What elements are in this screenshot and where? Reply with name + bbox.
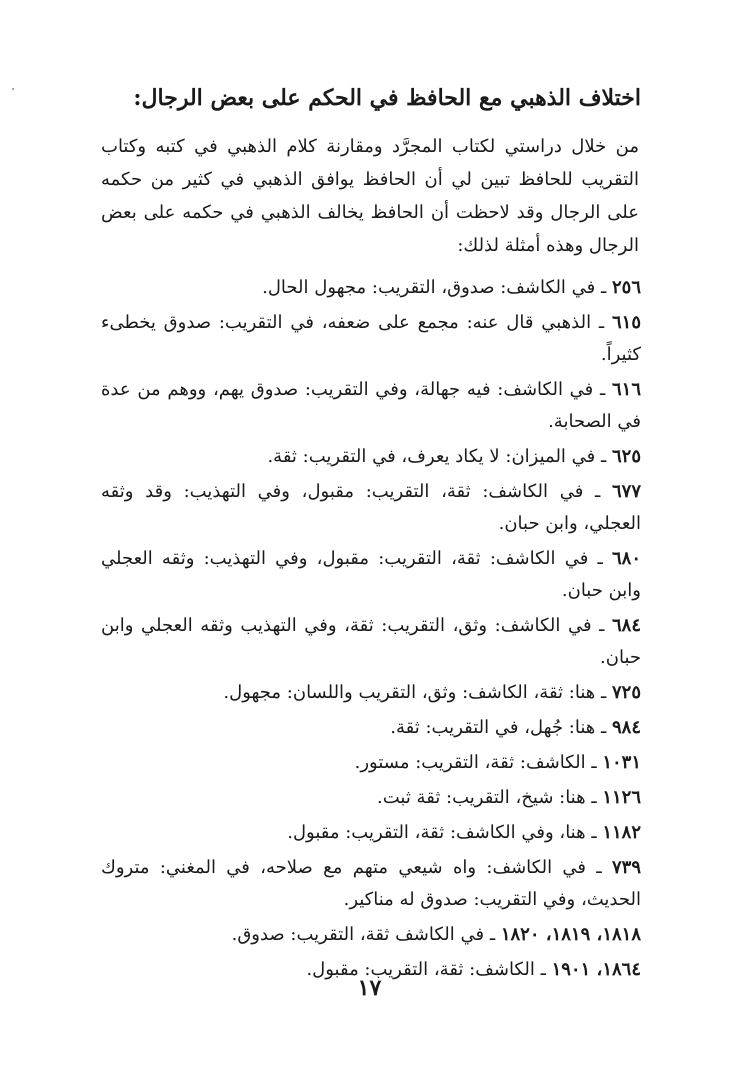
- entry-number: ٧٢٥: [611, 682, 641, 703]
- entry-text: في الكاشف: ثقة، التقريب: مقبول، وفي التهذيب: وثقه العجلي وابن حبان.: [101, 548, 641, 601]
- entry-number: ٦٨٠: [612, 548, 642, 569]
- entry-text: في الكاشف: فيه جهالة، وفي التقريب: صدوق يهم، ووهم من عدة في الصحابة.: [101, 379, 641, 432]
- entry-dash: ـ: [595, 717, 612, 738]
- entry-text: الكاشف: ثقة، التقريب: مستور.: [354, 752, 586, 773]
- entry-dash: ـ: [585, 752, 603, 773]
- entry-dash: ـ: [595, 277, 612, 298]
- entry-dash: ـ: [595, 446, 612, 467]
- entry-number: ١٨٦٤، ١٩٠١: [551, 959, 641, 980]
- entry-dash: ـ: [586, 857, 612, 878]
- list-item: [101, 919, 641, 951]
- list-item: [101, 782, 641, 814]
- entry-number: ٦٧٧: [611, 481, 641, 502]
- list-item: [101, 543, 641, 607]
- entry-number: ١١٢٦: [602, 787, 641, 808]
- entry-number: ١٨١٨، ١٨١٩، ١٨٢٠: [500, 924, 641, 945]
- list-item: [101, 852, 641, 916]
- entry-dash: ـ: [591, 312, 612, 333]
- list-item: [101, 476, 641, 540]
- entry-dash: ـ: [588, 548, 612, 569]
- intro-paragraph: من خلال دراستي لكتاب المجرَّد ومقارنة كلام الذهبي في كتبه وكتاب التقريب للحافظ تبين لي أن الحافظ يوافق الذهبي في كثير من حكمه على الرجال وقد لاحظت أن الحافظ يخالف الذهبي في حكمه على بعض الرجال وهذه أمثلة لذلك:: [101, 136, 639, 256]
- list-item: [101, 307, 641, 371]
- entry-dash: ـ: [585, 822, 603, 843]
- scan-speck: [12, 88, 14, 90]
- entry-number: ٩٨٤: [611, 717, 641, 738]
- list-item: [101, 441, 641, 473]
- entry-text: هنا: جُهل، في التقريب: ثقة.: [390, 717, 596, 738]
- entry-text: في الكاشف: واه شيعي متهم مع صلاحه، في المغني: متروك الحديث، وفي التقريب: صدوق له مناكير.: [101, 857, 641, 910]
- entry-number: ١٠٣١: [602, 752, 641, 773]
- entry-text: الكاشف: ثقة، التقريب: مقبول.: [306, 959, 535, 980]
- entry-number: ٢٥٦: [611, 277, 641, 298]
- entry-number: ٦١٥: [611, 312, 641, 333]
- section-heading: اختلاف الذهبي مع الحافظ في الحكم على بعض الرجال:: [133, 85, 641, 111]
- entry-text: الذهبي قال عنه: مجمع على ضعفه، في التقريب: صدوق يخطىء كثيراً.: [101, 312, 641, 365]
- entry-number: ١١٨٢: [602, 822, 641, 843]
- entry-number: ٧٣٩: [612, 857, 642, 878]
- list-item: [101, 747, 641, 779]
- list-item: [101, 374, 641, 438]
- list-item: [101, 712, 641, 744]
- entry-text: هنا: شيخ، التقريب: ثقة ثبت.: [377, 787, 586, 808]
- entry-dash: ـ: [534, 959, 552, 980]
- entries-list: [101, 272, 641, 989]
- entry-text: هنا: ثقة، الكاشف: وثق، التقريب واللسان: مجهول.: [223, 682, 596, 703]
- list-item: [101, 817, 641, 849]
- page-number: ١٧: [357, 975, 382, 1001]
- list-item: [101, 610, 641, 674]
- entry-text: في الميزان: لا يكاد يعرف، في التقريب: ثقة.: [267, 446, 596, 467]
- entry-text: هنا، وفي الكاشف: ثقة، التقريب: مقبول.: [287, 822, 586, 843]
- entry-dash: ـ: [591, 615, 612, 636]
- entry-number: ٦٢٥: [611, 446, 641, 467]
- entry-number: ٦١٦: [611, 379, 641, 400]
- entry-text: في الكاشف: صدوق، التقريب: مجهول الحال.: [262, 277, 596, 298]
- entry-dash: ـ: [585, 787, 603, 808]
- entry-number: ٦٨٤: [612, 615, 642, 636]
- entry-text: في الكاشف: ثقة، التقريب: مقبول، وفي التهذيب: وقد وثقه العجلي، وابن حبان.: [101, 481, 641, 534]
- entry-dash: ـ: [583, 481, 612, 502]
- list-item: [101, 272, 641, 304]
- entry-text: في الكاشف ثقة، التقريب: صدوق.: [231, 924, 485, 945]
- entry-dash: ـ: [484, 924, 501, 945]
- entry-text: في الكاشف: وثق، التقريب: ثقة، وفي التهذيب وثقه العجلي وابن حبان.: [101, 615, 641, 668]
- entry-dash: ـ: [593, 379, 612, 400]
- list-item: [101, 677, 641, 709]
- entry-dash: ـ: [595, 682, 612, 703]
